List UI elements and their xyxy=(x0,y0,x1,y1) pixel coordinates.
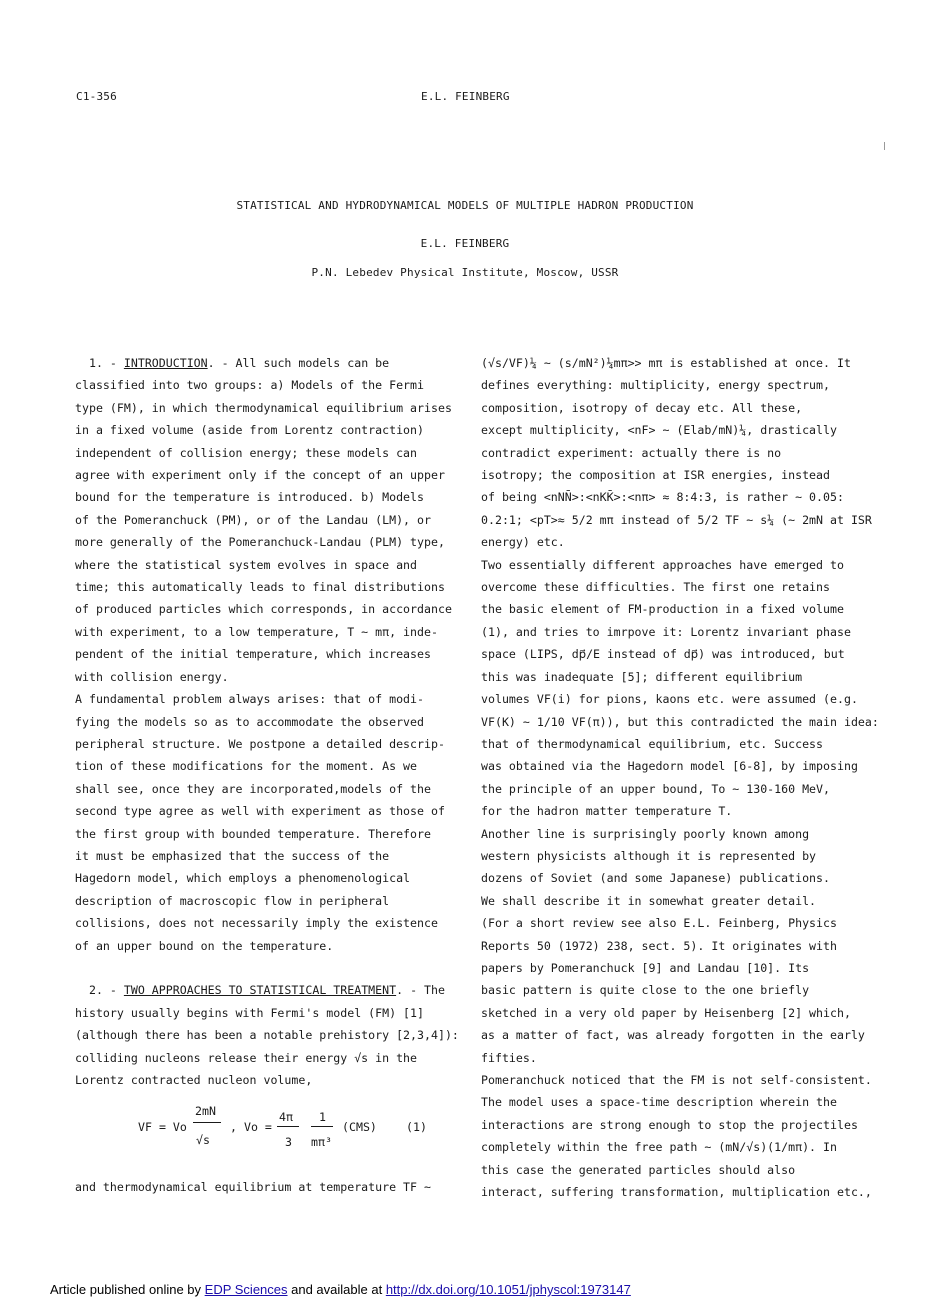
eq1-frac-num: 2mN xyxy=(195,1104,216,1118)
text-line: the principle of an upper bound, To ~ 130-160 MeV, xyxy=(481,781,831,796)
eq1-tag: (CMS) xyxy=(342,1120,377,1134)
text-line: (1), and tries to imrpove it: Lorentz invariant phase xyxy=(481,624,851,639)
publication-footer xyxy=(50,1282,631,1297)
text-line: volumes VF(i) for pions, kaons etc. were assumed (e.g. xyxy=(481,692,858,707)
right-column xyxy=(481,352,879,1203)
eq1-lhs: VF = Vo xyxy=(138,1120,187,1134)
text-line: fifties. xyxy=(481,1050,537,1065)
text-line: and thermodynamical equilibrium at temperature TF ~ xyxy=(75,1180,431,1194)
text-line: interact, suffering transformation, multiplication etc., xyxy=(481,1185,872,1200)
footer-prefix: Article published online by xyxy=(50,1282,205,1297)
left-column xyxy=(75,352,459,1091)
text-line: (√s/VF)¼ ~ (s/mN²)¼mπ>> mπ is established at once. It xyxy=(481,356,851,370)
text-line: (For a short review see also E.L. Feinberg, Physics xyxy=(481,916,837,931)
text-line: composition, isotropy of decay etc. All these, xyxy=(481,400,803,415)
text-line: of produced particles which corresponds, in accordance xyxy=(75,602,452,617)
paper-affiliation: P.N. Lebedev Physical Institute, Moscow, USSR xyxy=(311,266,619,279)
paper-author: E.L. FEINBERG xyxy=(420,237,510,250)
text-line: time; this automatically leads to final distributions xyxy=(75,580,445,595)
section-2-heading: TWO APPROACHES TO STATISTICAL TREATMENT xyxy=(123,983,397,998)
doi-link[interactable]: http://dx.doi.org/10.1051/jphyscol:1973147 xyxy=(385,1282,631,1297)
text-line: space (LIPS, dp⃗/E instead of dp⃗) was introduced, but xyxy=(481,647,845,662)
text-line: completely within the free path ~ (mN/√s)(1/mπ). In xyxy=(481,1140,837,1155)
text-line: We shall describe it in somewhat greater detail. xyxy=(481,893,817,908)
text-line: where the statistical system evolves in space and xyxy=(75,557,418,572)
text-line: fying the models so as to accommodate the observed xyxy=(75,714,425,729)
text-line: it must be emphasized that the success of the xyxy=(75,848,390,863)
eq1-d-bar xyxy=(311,1126,333,1127)
text-line: peripheral structure. We postpone a detailed descrip- xyxy=(75,736,445,751)
text-line: defines everything: multiplicity, energy spectrum, xyxy=(481,378,831,393)
text-line: The model uses a space-time description wherein the xyxy=(481,1095,837,1110)
eq1-frac-den: √s xyxy=(196,1133,210,1147)
text-line: (although there has been a notable prehistory [2,3,4]): xyxy=(75,1028,459,1043)
section-1-first-line: 1. - INTRODUCTION. - All such models can be xyxy=(88,356,390,370)
text-line: bound for the temperature is introduced. b) Models xyxy=(75,490,425,505)
text-line: overcome these difficulties. The first one retains xyxy=(481,580,831,595)
text-line: except multiplicity, <nF> ~ (Elab/mN)¼, drastically xyxy=(481,423,837,438)
eq1-mid: , Vo = xyxy=(230,1120,272,1134)
margin-mark xyxy=(884,142,885,150)
text-line: Another line is surprisingly poorly known among xyxy=(481,826,810,841)
eq1-d-num: 1 xyxy=(319,1110,326,1124)
text-line: of being <nNN̄>:<nKK̄>:<nπ> ≈ 8:4:3, is rather ~ 0.05: xyxy=(481,490,844,505)
text-line: VF(K) ~ 1/10 VF(π)), but this contradicted the main idea: xyxy=(481,714,879,729)
text-line: of an upper bound on the temperature. xyxy=(75,938,334,953)
text-line: contradict experiment: actually there is no xyxy=(481,445,782,460)
text-line: type (FM), in which thermodynamical equilibrium arises xyxy=(75,400,452,415)
text-line: A fundamental problem always arises: that of modi- xyxy=(75,692,425,707)
section-1-heading: INTRODUCTION xyxy=(123,356,208,370)
text-line: for the hadron matter temperature T. xyxy=(481,804,733,819)
eq1-c-bar xyxy=(277,1126,299,1127)
text-line: more generally of the Pomeranchuck-Landau (PLM) type, xyxy=(75,535,445,550)
running-head: E.L. FEINBERG xyxy=(421,90,510,103)
text-line: history usually begins with Fermi's model (FM) [1] xyxy=(75,1005,425,1020)
text-line: papers by Pomeranchuck [9] and Landau [10]. Its xyxy=(481,960,810,975)
text-line: tion of these modifications for the moment. As we xyxy=(75,759,418,774)
text-line: second type agree as well with experiment as those of xyxy=(75,804,445,819)
left-column-tail xyxy=(75,1176,431,1198)
text-line: western physicists although it is represented by xyxy=(481,848,817,863)
text-line: shall see, once they are incorporated,models of the xyxy=(75,781,431,796)
text-line: with collision energy. xyxy=(75,669,229,684)
text-line: dozens of Soviet (and some Japanese) publications. xyxy=(481,871,831,886)
text-line: Pomeranchuck noticed that the FM is not self-consistent. xyxy=(481,1073,872,1087)
text-line: Lorentz contracted nucleon volume, xyxy=(75,1072,313,1087)
text-line: colliding nucleons release their energy √s in the xyxy=(75,1050,418,1065)
text-line: energy) etc. xyxy=(481,535,565,550)
text-line: as a matter of fact, was already forgotten in the early xyxy=(481,1028,865,1043)
footer-middle: and available at xyxy=(287,1282,386,1297)
text-line: with experiment, to a low temperature, T ~ mπ, inde- xyxy=(75,624,438,639)
text-line: was obtained via the Hagedorn model [6-8], by imposing xyxy=(481,759,858,774)
eq1-c-num: 4π xyxy=(279,1110,293,1124)
text-line: in a fixed volume (aside from Lorentz contraction) xyxy=(75,423,425,438)
eq1-frac-bar xyxy=(193,1122,221,1123)
text-line: that of thermodynamical equilibrium, etc. Success xyxy=(481,736,824,751)
text-line: independent of collision energy; these models can xyxy=(75,445,418,460)
paper-title: STATISTICAL AND HYDRODYNAMICAL MODELS OF MULTIPLE HADRON PRODUCTION xyxy=(236,199,694,212)
text-line: pendent of the initial temperature, which increases xyxy=(75,647,431,662)
eq1-c-den: 3 xyxy=(285,1135,292,1149)
eq1-d-den: mπ³ xyxy=(311,1135,332,1149)
text-line: of the Pomeranchuck (PM), or of the Landau (LM), or xyxy=(75,512,431,527)
text-line: this case the generated particles should also xyxy=(481,1162,796,1177)
text-line: 0.2:1; <pT>≈ 5/2 mπ instead of 5/2 TF ~ s¼ (~ 2mN at ISR xyxy=(481,512,872,527)
text-line: the basic element of FM-production in a fixed volume xyxy=(481,602,844,617)
text-line: collisions, does not necessarily imply the existence xyxy=(75,916,438,931)
text-line: sketched in a very old paper by Heisenberg [2] which, xyxy=(481,1005,851,1020)
page-number: C1-356 xyxy=(76,90,117,103)
text-line: agree with experiment only if the concept of an upper xyxy=(75,468,445,483)
section-2-first-line: 2. - TWO APPROACHES TO STATISTICAL TREATMENT. - The xyxy=(88,983,445,998)
text-line: Reports 50 (1972) 238, sect. 5). It originates with xyxy=(481,938,837,953)
eq1-number: (1) xyxy=(406,1120,427,1134)
text-line: interactions are strong enough to stop the projectiles xyxy=(481,1117,858,1132)
text-line: basic pattern is quite close to the one briefly xyxy=(481,983,810,998)
text-line: Two essentially different approaches have emerged to xyxy=(481,557,844,572)
text-line: isotropy; the composition at ISR energies, instead xyxy=(481,468,831,483)
edp-sciences-link[interactable]: EDP Sciences xyxy=(204,1282,288,1297)
text-line: classified into two groups: a) Models of the Fermi xyxy=(75,378,425,393)
text-line: the first group with bounded temperature. Therefore xyxy=(75,826,431,841)
text-line: Hagedorn model, which employs a phenomenological xyxy=(75,871,411,886)
text-line: description of macroscopic flow in peripheral xyxy=(75,893,390,908)
text-line: this was inadequate [5]; different equilibrium xyxy=(481,669,803,684)
